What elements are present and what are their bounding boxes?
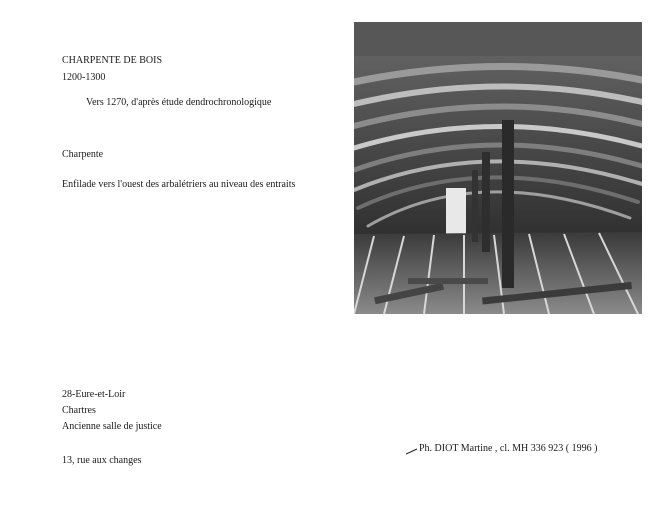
department: 28-Eure-et-Loir	[62, 389, 126, 400]
subject-label: Charpente	[62, 149, 104, 160]
street-address: 13, rue aux changes	[62, 455, 142, 466]
dating-note: Vers 1270, d'après étude dendrochronologique	[86, 97, 272, 108]
date-range: 1200-1300	[62, 72, 106, 83]
timber-roof-photo	[354, 22, 642, 314]
attic-rafters-image	[354, 22, 642, 314]
category-title: CHARPENTE DE BOIS	[62, 55, 163, 66]
description-text: Enfilade vers l'ouest des arbalétriers au niveau des entraits	[62, 179, 296, 190]
city: Chartres	[62, 405, 96, 416]
pen-stroke-mark	[406, 447, 418, 455]
building-name: Ancienne salle de justice	[62, 421, 162, 432]
photo-credit: Ph. DIOT Martine , cl. MH 336 923 ( 1996 )	[419, 443, 598, 454]
